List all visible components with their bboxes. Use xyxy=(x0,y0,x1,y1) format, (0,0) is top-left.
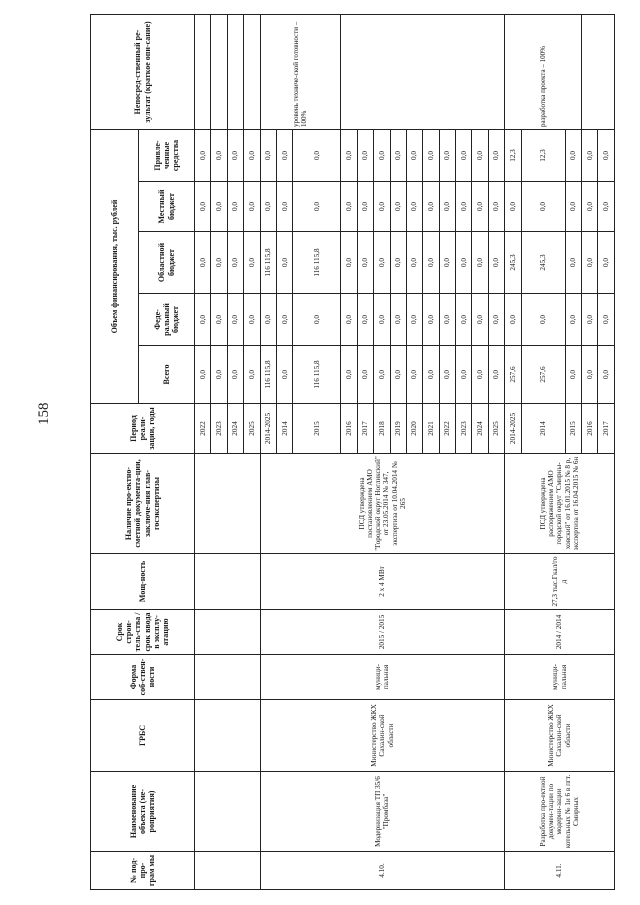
cell-total: 0,0 xyxy=(195,346,211,404)
financing-table xyxy=(90,14,615,890)
cell-year: 2025 xyxy=(244,404,260,454)
cell-federal: 0,0 xyxy=(341,294,357,346)
obj-411-result: разработка проекта – 100% xyxy=(505,15,582,130)
cell-regional: 0,0 xyxy=(341,232,357,294)
cell-local: 0,0 xyxy=(276,182,292,232)
cell-federal: 0,0 xyxy=(227,294,243,346)
header-capacity: Мощ-ность xyxy=(91,554,195,610)
cell-total: 0,0 xyxy=(582,346,598,404)
cell-federal: 0,0 xyxy=(293,294,341,346)
cell-attracted: 0,0 xyxy=(598,130,615,182)
cont-period-build xyxy=(195,610,261,655)
cell-local: 0,0 xyxy=(227,182,243,232)
cont-ownership xyxy=(195,655,261,700)
cell-attracted: 0,0 xyxy=(390,130,406,182)
cell-total: 0,0 xyxy=(439,346,455,404)
cell-attracted: 12,3 xyxy=(521,130,565,182)
cell-regional: 0,0 xyxy=(488,232,504,294)
cell-federal: 0,0 xyxy=(276,294,292,346)
obj-411-psd: ПСД утверждена распоряжением АМО городской округ "Смирны-ховский" от 16.01.2015 № 8 р, экспертиза от 16.04.2015 № 6н xyxy=(505,454,615,554)
cell-federal: 0,0 xyxy=(374,294,390,346)
obj-410-result-empty xyxy=(341,15,505,130)
cell-federal: 0,0 xyxy=(260,294,276,346)
cell-attracted: 0,0 xyxy=(341,130,357,182)
cell-federal: 0,0 xyxy=(406,294,422,346)
cell-year: 2018 xyxy=(374,404,390,454)
obj-410-ownership: муници-пальная xyxy=(260,655,505,700)
cont-name xyxy=(195,772,261,852)
cell-total: 116 115,8 xyxy=(293,346,341,404)
cell-total: 116 115,8 xyxy=(260,346,276,404)
cell-year: 2025 xyxy=(488,404,504,454)
cell-attracted: 0,0 xyxy=(423,130,439,182)
cell-year: 2022 xyxy=(439,404,455,454)
cell-regional: 0,0 xyxy=(357,232,373,294)
header-local: Местный бюджет xyxy=(139,182,195,232)
header-result: Непосред-ственный ре-зультат (краткое опи-сание) xyxy=(91,15,195,130)
cont-num xyxy=(195,852,261,890)
cell-year: 2016 xyxy=(341,404,357,454)
cont-psd xyxy=(195,454,261,554)
cell-local: 0,0 xyxy=(488,182,504,232)
page-number: 158 xyxy=(36,402,52,425)
cell-attracted: 0,0 xyxy=(439,130,455,182)
cell-federal: 0,0 xyxy=(472,294,488,346)
table-row xyxy=(260,15,276,890)
cell-total: 0,0 xyxy=(357,346,373,404)
cell-attracted: 0,0 xyxy=(293,130,341,182)
obj-411-result-empty xyxy=(582,15,615,130)
cell-regional: 0,0 xyxy=(472,232,488,294)
cell-local: 0,0 xyxy=(195,182,211,232)
cell-result xyxy=(244,15,260,130)
cell-local: 0,0 xyxy=(456,182,472,232)
obj-411-ownership: муници-пальная xyxy=(505,655,615,700)
cell-federal: 0,0 xyxy=(211,294,227,346)
cell-regional: 0,0 xyxy=(598,232,615,294)
header-ownership: Форма соб-ствен-ности xyxy=(91,655,195,700)
cell-total: 0,0 xyxy=(341,346,357,404)
cell-total: 0,0 xyxy=(488,346,504,404)
cell-year: 2014-2025 xyxy=(260,404,276,454)
cell-attracted: 0,0 xyxy=(456,130,472,182)
cell-year: 2021 xyxy=(423,404,439,454)
cell-local: 0,0 xyxy=(565,182,581,232)
cell-federal: 0,0 xyxy=(598,294,615,346)
cell-total: 0,0 xyxy=(456,346,472,404)
header-attracted: Привле-ченные средства xyxy=(139,130,195,182)
cell-total: 0,0 xyxy=(244,346,260,404)
table-row xyxy=(195,15,211,890)
cell-regional: 0,0 xyxy=(227,232,243,294)
cell-regional: 0,0 xyxy=(565,232,581,294)
cell-federal: 0,0 xyxy=(505,294,521,346)
cell-local: 0,0 xyxy=(211,182,227,232)
cell-federal: 0,0 xyxy=(244,294,260,346)
obj-410-psd: ПСД утверждена постановлением АМО "Городской округ Ногликский" от 23.05.2014 № 347, экспертиза от 10.04.2014 № 265 xyxy=(260,454,505,554)
header-psd: Наличие про-ектно-сметной документа-ции, заключе-ния глав-госэкспертизы xyxy=(91,454,195,554)
cell-attracted: 0,0 xyxy=(195,130,211,182)
header-financing: Объем финансирования, тыс. рублей xyxy=(91,130,139,404)
cell-result xyxy=(211,15,227,130)
cell-year: 2024 xyxy=(472,404,488,454)
cell-local: 0,0 xyxy=(439,182,455,232)
cell-local: 0,0 xyxy=(260,182,276,232)
cell-year: 2015 xyxy=(565,404,581,454)
cell-federal: 0,0 xyxy=(565,294,581,346)
cell-regional: 0,0 xyxy=(244,232,260,294)
cell-total: 0,0 xyxy=(565,346,581,404)
obj-410-capacity: 2 х 4 МВт xyxy=(260,554,505,610)
header-name: Наименование объекта (ме-роприятия) xyxy=(91,772,195,852)
cell-year: 2020 xyxy=(406,404,422,454)
cell-total: 0,0 xyxy=(227,346,243,404)
cell-year: 2023 xyxy=(211,404,227,454)
header-period: Период реали-зации, годы xyxy=(91,404,195,454)
cell-total: 0,0 xyxy=(211,346,227,404)
obj-410-period-build: 2015 / 2015 xyxy=(260,610,505,655)
header-total: Всего xyxy=(139,346,195,404)
cell-total: 0,0 xyxy=(406,346,422,404)
rotated-table-frame xyxy=(90,15,615,890)
cell-regional: 0,0 xyxy=(195,232,211,294)
cell-federal: 0,0 xyxy=(195,294,211,346)
cell-regional: 0,0 xyxy=(582,232,598,294)
obj-410-name: Модернизация ТП 35/6 "Промбаза" xyxy=(260,772,505,852)
cell-regional: 116 115,8 xyxy=(260,232,276,294)
cell-regional: 116 115,8 xyxy=(293,232,341,294)
cell-total: 0,0 xyxy=(472,346,488,404)
cell-attracted: 0,0 xyxy=(260,130,276,182)
cell-attracted: 0,0 xyxy=(211,130,227,182)
cell-year: 2016 xyxy=(582,404,598,454)
cell-year: 2024 xyxy=(227,404,243,454)
cell-local: 0,0 xyxy=(357,182,373,232)
cell-attracted: 0,0 xyxy=(276,130,292,182)
cell-attracted: 0,0 xyxy=(488,130,504,182)
cell-local: 0,0 xyxy=(244,182,260,232)
cell-local: 0,0 xyxy=(293,182,341,232)
cell-year: 2014 xyxy=(276,404,292,454)
cell-local: 0,0 xyxy=(423,182,439,232)
cell-local: 0,0 xyxy=(374,182,390,232)
cell-year: 2015 xyxy=(293,404,341,454)
cell-year: 2023 xyxy=(456,404,472,454)
cell-federal: 0,0 xyxy=(423,294,439,346)
cell-attracted: 0,0 xyxy=(374,130,390,182)
cell-federal: 0,0 xyxy=(582,294,598,346)
cont-capacity xyxy=(195,554,261,610)
cell-attracted: 0,0 xyxy=(472,130,488,182)
obj-411-capacity: 27,3 тыс.Гкал/го д xyxy=(505,554,615,610)
obj-411-name: Разработка про-ектной докумен-тации по модерни-зации котельных № 1и 6 в пгт. Смирных xyxy=(505,772,615,852)
cell-regional: 245,3 xyxy=(505,232,521,294)
cell-year: 2022 xyxy=(195,404,211,454)
header-grbs: ГРБС xyxy=(91,700,195,772)
cont-grbs xyxy=(195,700,261,772)
cell-year: 2014-2025 xyxy=(505,404,521,454)
cell-federal: 0,0 xyxy=(439,294,455,346)
cell-attracted: 0,0 xyxy=(227,130,243,182)
obj-410-grbs: Министерство ЖКХ Сахалин-ской области xyxy=(260,700,505,772)
header-federal: Феде-ральный бюджет xyxy=(139,294,195,346)
cell-total: 0,0 xyxy=(276,346,292,404)
cell-local: 0,0 xyxy=(598,182,615,232)
cell-attracted: 0,0 xyxy=(357,130,373,182)
cell-year: 2014 xyxy=(521,404,565,454)
cell-year: 2017 xyxy=(357,404,373,454)
cell-attracted: 0,0 xyxy=(582,130,598,182)
obj-410-num: 4.10. xyxy=(260,852,505,890)
header-period-build: Срок строи-тель-ства / срок ввода в эксплу-атацию xyxy=(91,610,195,655)
cell-local: 0,0 xyxy=(406,182,422,232)
cell-attracted: 0,0 xyxy=(565,130,581,182)
cell-federal: 0,0 xyxy=(357,294,373,346)
cell-regional: 0,0 xyxy=(456,232,472,294)
cell-regional: 245,3 xyxy=(521,232,565,294)
cell-local: 0,0 xyxy=(505,182,521,232)
cell-federal: 0,0 xyxy=(390,294,406,346)
cell-local: 0,0 xyxy=(341,182,357,232)
obj-410-result: уровень техниче-ской готовности – 100% xyxy=(260,15,341,130)
cell-federal: 0,0 xyxy=(488,294,504,346)
cell-regional: 0,0 xyxy=(276,232,292,294)
table-row xyxy=(505,15,521,890)
cell-attracted: 0,0 xyxy=(406,130,422,182)
cell-year: 2017 xyxy=(598,404,615,454)
obj-411-grbs: Министерство ЖКХ Сахалин-ской области xyxy=(505,700,615,772)
cell-result xyxy=(227,15,243,130)
header-regional: Областной бюджет xyxy=(139,232,195,294)
cell-total: 0,0 xyxy=(598,346,615,404)
cell-regional: 0,0 xyxy=(390,232,406,294)
cell-total: 0,0 xyxy=(374,346,390,404)
cell-total: 257,6 xyxy=(521,346,565,404)
cell-total: 0,0 xyxy=(390,346,406,404)
cell-total: 0,0 xyxy=(423,346,439,404)
cell-regional: 0,0 xyxy=(374,232,390,294)
cell-regional: 0,0 xyxy=(439,232,455,294)
obj-411-period-build: 2014 / 2014 xyxy=(505,610,615,655)
cell-attracted: 0,0 xyxy=(244,130,260,182)
cell-attracted: 12,3 xyxy=(505,130,521,182)
header-num: № под-про-грам мы xyxy=(91,852,195,890)
cell-regional: 0,0 xyxy=(211,232,227,294)
cell-year: 2019 xyxy=(390,404,406,454)
cell-regional: 0,0 xyxy=(406,232,422,294)
cell-local: 0,0 xyxy=(472,182,488,232)
cell-total: 257,6 xyxy=(505,346,521,404)
cell-regional: 0,0 xyxy=(423,232,439,294)
cell-local: 0,0 xyxy=(582,182,598,232)
cell-result xyxy=(195,15,211,130)
obj-411-num: 4.11. xyxy=(505,852,615,890)
cell-local: 0,0 xyxy=(390,182,406,232)
cell-federal: 0,0 xyxy=(456,294,472,346)
header-row-1 xyxy=(91,15,139,890)
cell-local: 0,0 xyxy=(521,182,565,232)
cell-federal: 0,0 xyxy=(521,294,565,346)
